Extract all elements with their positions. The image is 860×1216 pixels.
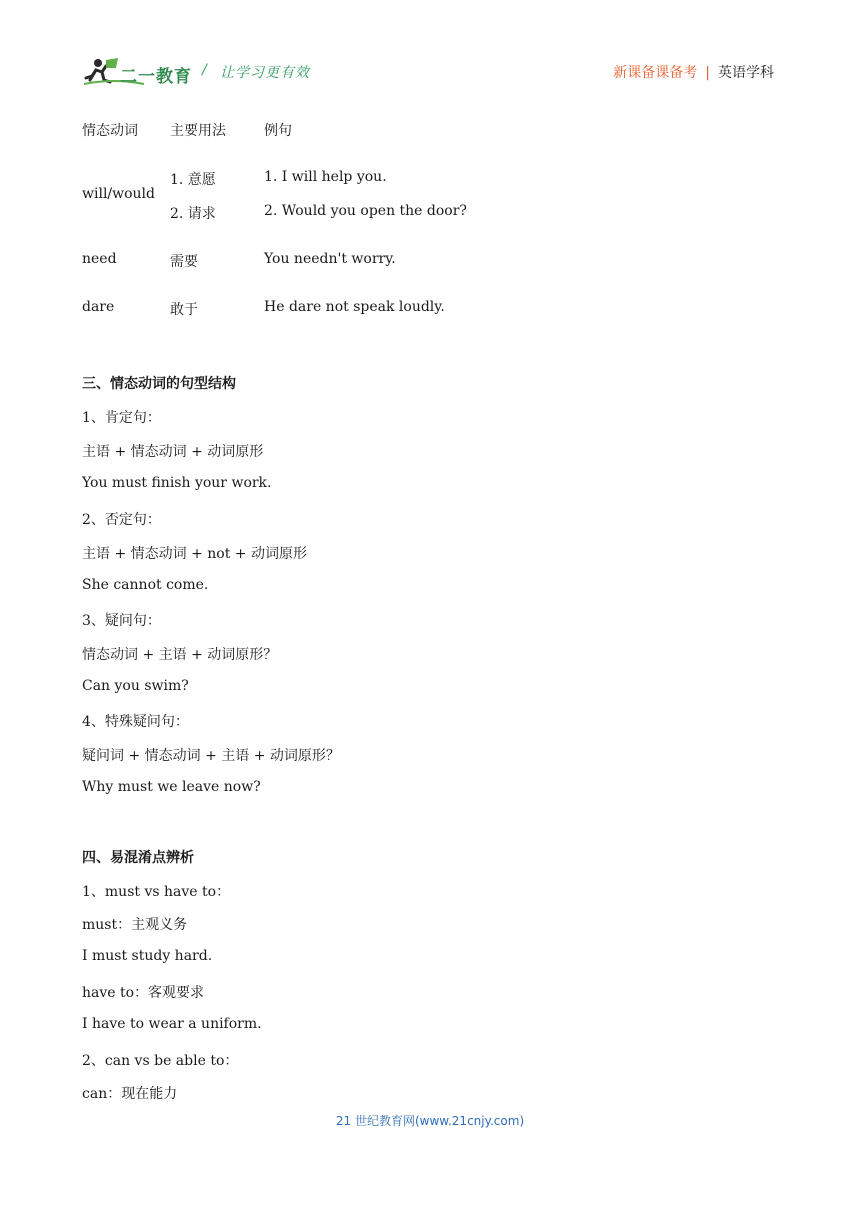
text-line: 4、特殊疑问句： (82, 714, 189, 730)
text-line: 主语 + 情态动词 + 动词原形 (82, 444, 264, 460)
text-line: Can you swim? (82, 678, 189, 694)
text-line: I must study hard. (82, 948, 213, 964)
text-line: have to：客观要求 (82, 985, 205, 1001)
text-line: Why must we leave now? (82, 779, 261, 795)
text-line: 2、can vs be able to： (82, 1053, 239, 1069)
header-right (613, 62, 774, 82)
text-line: can：现在能力 (82, 1086, 178, 1102)
text-line: 主语 + 情态动词 + not + 动词原形 (82, 546, 307, 562)
text-line: 1、肯定句： (82, 410, 161, 426)
course-label: 新课备课备考 (613, 65, 698, 81)
section-title: 四、易混淆点辨析 (82, 850, 194, 866)
subject-label: 英语学科 (718, 65, 774, 81)
table-header-verb: 情态动词 (82, 123, 138, 139)
slogan: 让学习更有效 (220, 65, 310, 81)
text-line: 情态动词 + 主语 + 动词原形？ (82, 647, 278, 663)
header-divider: | (705, 65, 710, 81)
text-line: 疑问词 + 情态动词 + 主语 + 动词原形？ (82, 748, 340, 764)
logo (84, 56, 196, 88)
logo-text: 二一教育 (120, 67, 192, 87)
table-cell-usage: 1. 意愿 (170, 172, 216, 188)
table-cell-example: 2. Would you open the door? (264, 203, 467, 219)
text-line: must：主观义务 (82, 917, 188, 933)
page-footer[interactable]: 21 世纪教育网(www.21cnjy.com) (335, 1114, 525, 1128)
text-line: 3、疑问句： (82, 613, 161, 629)
table-cell-example: He dare not speak loudly. (264, 299, 445, 315)
table-cell-verb: need (82, 251, 117, 267)
table-cell-usage: 敢于 (170, 302, 198, 318)
table-cell-example: 1. I will help you. (264, 169, 387, 185)
slogan-separator: / (202, 62, 207, 78)
table-cell-usage: 需要 (170, 254, 198, 270)
table-header-example: 例句 (264, 123, 292, 139)
text-line: 2、否定句： (82, 512, 161, 528)
text-line: She cannot come. (82, 577, 209, 593)
section-title: 三、情态动词的句型结构 (82, 376, 236, 392)
page-header (0, 0, 860, 100)
table-cell-verb: dare (82, 299, 115, 315)
text-line: I have to wear a uniform. (82, 1016, 262, 1032)
text-line: 1、must vs have to： (82, 884, 231, 900)
text-line: You must finish your work. (82, 475, 272, 491)
table-cell-example: You needn't worry. (264, 251, 396, 267)
table-cell-verb: will/would (82, 186, 156, 202)
table-cell-usage: 2. 请求 (170, 206, 216, 222)
table-header-usage: 主要用法 (170, 123, 226, 139)
